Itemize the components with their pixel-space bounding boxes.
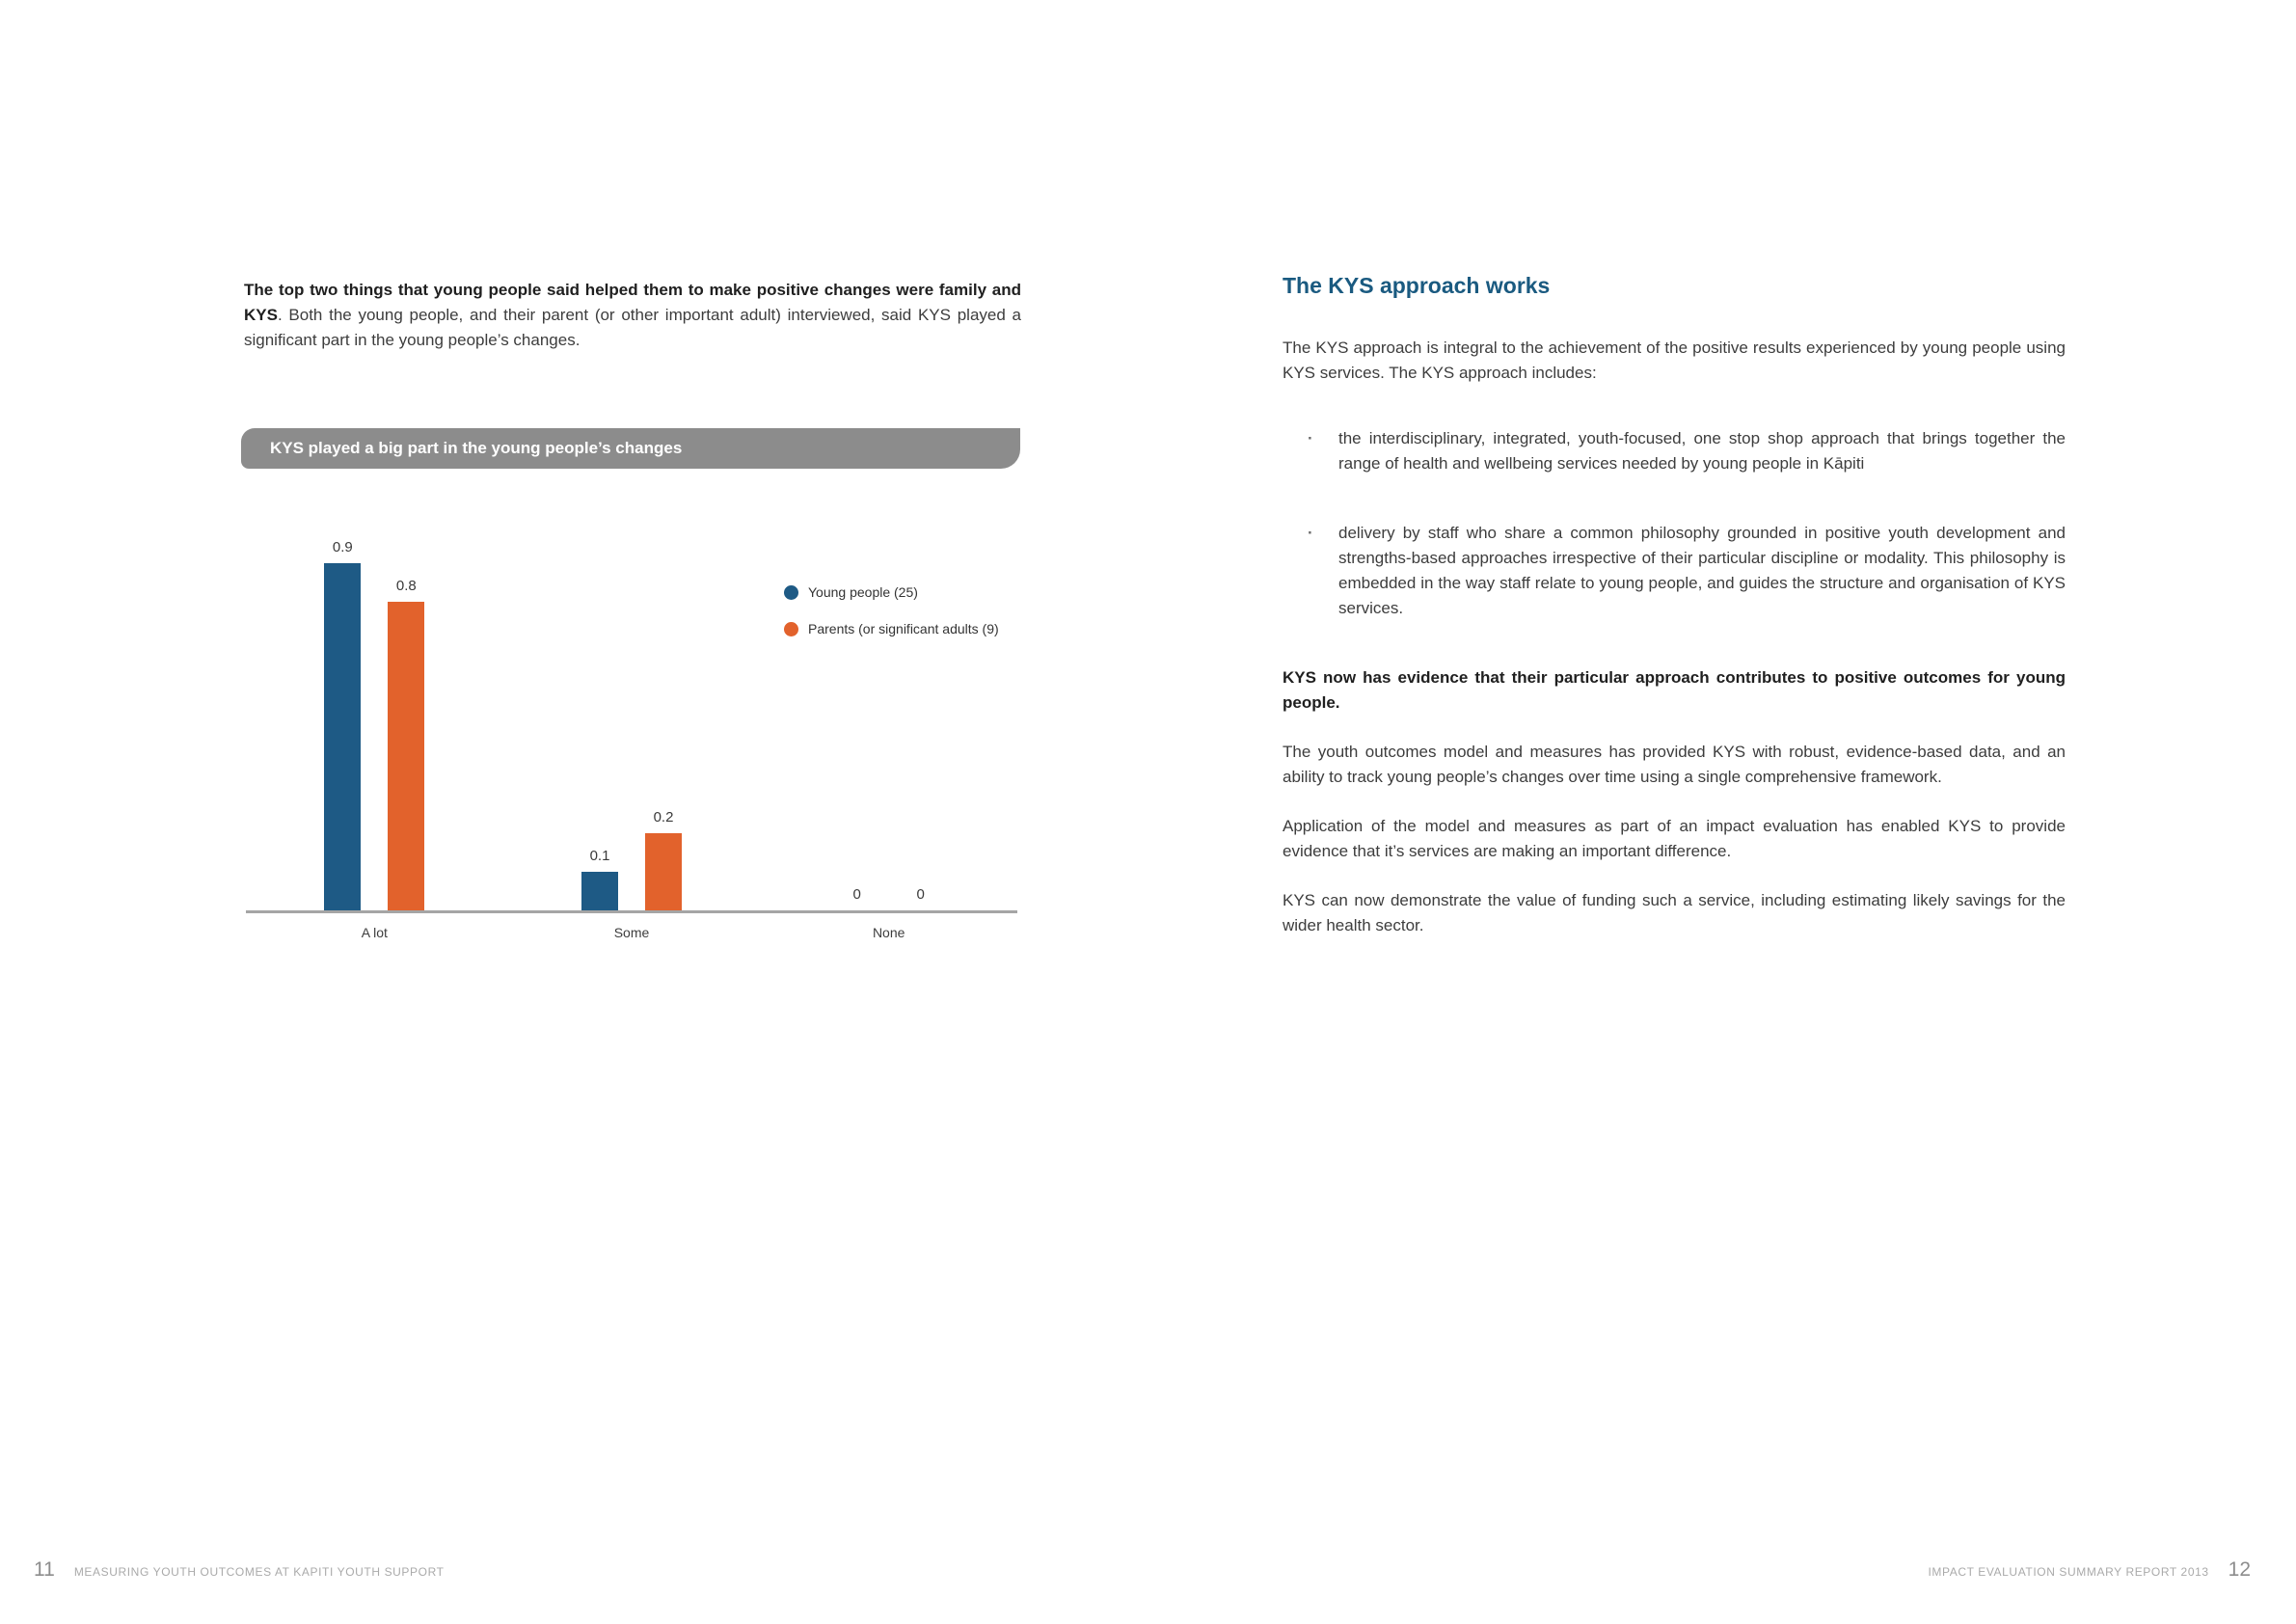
legend-label: Parents (or significant adults (9) xyxy=(808,621,999,636)
bar-value-label: 0 xyxy=(852,886,861,903)
category-label: Some xyxy=(613,925,650,940)
bar-group xyxy=(645,809,682,910)
footer-title-right: IMPACT EVALUATION SUMMARY REPORT 2013 xyxy=(1928,1565,2209,1579)
right-column xyxy=(1283,336,2066,938)
page-title: The KYS approach works xyxy=(1283,273,1551,298)
bar xyxy=(581,872,618,910)
bar xyxy=(324,563,361,910)
bar-chart xyxy=(244,470,1019,961)
bar-group xyxy=(388,578,424,910)
footer-right xyxy=(1928,1558,2251,1582)
chart-plot xyxy=(246,508,1017,913)
body-paragraph: The KYS approach is integral to the achievement of the positive results experienced by young people using KYS services. The KYS approach includes: xyxy=(1283,338,2066,382)
chart-title-bar xyxy=(241,428,1020,469)
body-paragraph: KYS can now demonstrate the value of funding such a service, including estimating likely savings for the wider health sector. xyxy=(1283,891,2066,934)
bar-value-label: 0.8 xyxy=(395,578,417,594)
bullet-list xyxy=(1283,426,2066,621)
chart-category-axis xyxy=(246,925,1017,940)
right-paragraphs xyxy=(1283,740,2066,938)
bar-group xyxy=(324,539,361,910)
chart-category-group xyxy=(503,508,761,910)
bar-value-label: 0.2 xyxy=(653,809,674,826)
page-number-right: 12 xyxy=(2228,1558,2251,1581)
intro-bold-text: The top two things that young people said helped them to make positive changes were family and KYS xyxy=(244,281,1021,324)
bar-group xyxy=(839,886,876,910)
chart-category-group xyxy=(246,508,503,910)
body-paragraph: Application of the model and measures as part of an impact evaluation has enabled KYS to provide evidence that it’s services are making an important difference. xyxy=(1283,817,2066,860)
chart-title: KYS played a big part in the young people’s changes xyxy=(270,439,683,457)
bar-group xyxy=(581,848,618,910)
bold-statement: KYS now has evidence that their particular approach contributes to positive outcomes for young people. xyxy=(1283,668,2066,712)
footer-title-left: MEASURING YOUTH OUTCOMES AT KAPITI YOUTH SUPPORT xyxy=(73,1565,445,1579)
bullet-item: · the interdisciplinary, integrated, youth-focused, one stop shop approach that brings together the range of health and wellbeing services needed by young people in Kāpiti xyxy=(1283,426,2066,476)
legend-label: Young people (25) xyxy=(808,584,918,600)
bar-value-label: 0 xyxy=(916,886,925,903)
category-label: A lot xyxy=(361,925,388,940)
bar-value-label: 0.1 xyxy=(589,848,610,864)
bar xyxy=(388,602,424,910)
bullet-item: · delivery by staff who share a common philosophy grounded in positive youth development and strengths-based approaches irrespective of their particular discipline or modality. This philosophy is embedded in the way staff relate to young people, and guides the structure and organisation of KYS services. xyxy=(1283,521,2066,621)
bar-value-label: 0.9 xyxy=(332,539,353,555)
category-label: None xyxy=(872,925,905,940)
bar xyxy=(645,833,682,910)
bar-group xyxy=(903,886,939,910)
page-number-left: 11 xyxy=(34,1558,55,1581)
footer-left xyxy=(34,1558,445,1582)
intro-regular-text: . Both the young people, and their parent (or other important adult) interviewed, said KYS played a significant part in the young people’s changes. xyxy=(244,306,1021,349)
chart-category-group xyxy=(760,508,1017,910)
body-paragraph: The youth outcomes model and measures has provided KYS with robust, evidence-based data, and an ability to track young people’s changes over time using a single comprehensive framework. xyxy=(1283,743,2066,786)
intro-paragraph xyxy=(244,278,1021,353)
